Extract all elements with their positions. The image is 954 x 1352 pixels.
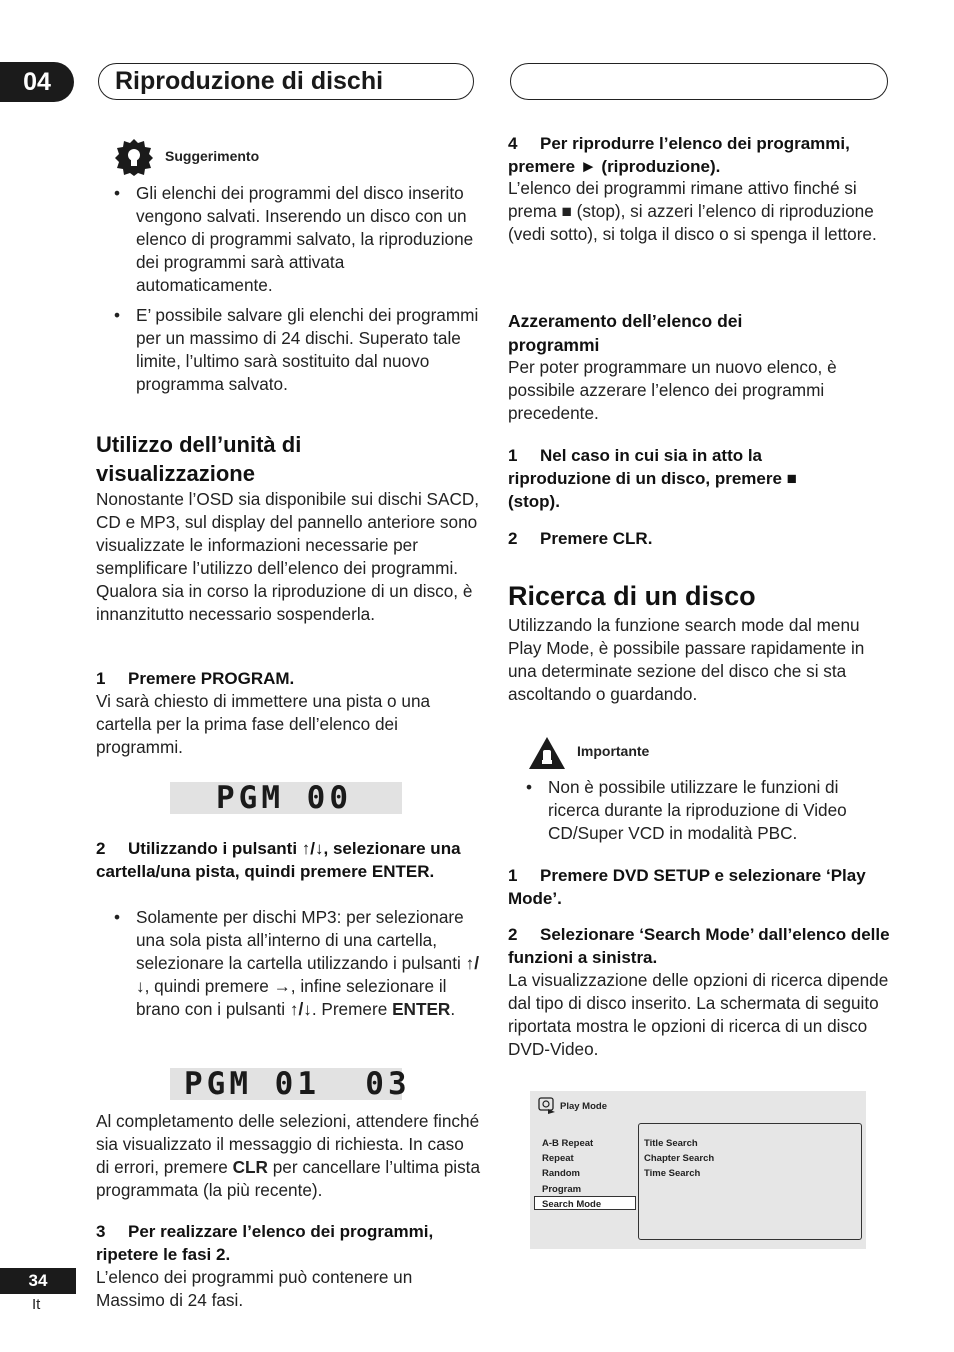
option-item[interactable]: Chapter Search: [644, 1153, 715, 1165]
after-display-text: Al completamento delle selezioni, attendere finché sia visualizzato il messaggio di richiesta. In caso di errori, premere CLR per cancellare l’ultima pista programmata (la più recente).: [96, 1111, 481, 1200]
tip-label: Suggerimento: [165, 148, 260, 164]
play-mode-title: Play Mode: [560, 1101, 607, 1112]
option-item[interactable]: Title Search: [644, 1138, 698, 1149]
step-3-title: 3 Per realizzare l’elenco dei programmi, ripetere le fasi 2.: [96, 1222, 434, 1264]
play-icon: ►: [579, 157, 597, 176]
stop-icon: ■: [561, 201, 572, 221]
display-pgm-01-03: PGM 01 03: [170, 1068, 402, 1100]
menu-item-selected[interactable]: Search Mode: [542, 1198, 602, 1210]
menu-item[interactable]: A-B Repeat: [542, 1138, 594, 1149]
search-step-2: 2 Selezionare ‘Search Mode’ dall’elenco delle funzioni a sinistra.: [508, 925, 890, 967]
warning-hand-icon: [528, 736, 566, 770]
reset-step-2: 2 Premere CLR.: [508, 529, 653, 548]
display-pgm-00: PGM 00: [170, 782, 402, 814]
step-4-title: 4 Per riprodurre l’elenco dei programmi, premere ► (riproduzione).: [508, 134, 850, 176]
search-step-1: 1 Premere DVD SETUP e selezionare ‘Play Mode’.: [508, 866, 866, 908]
list-item: • Gli elenchi dei programmi del disco inserito vengono salvati. Inserendo un disco con un elenco di programmi salvato, la riproduzione dei programmi sarà attivata automaticamente.: [114, 183, 474, 295]
search-step-2-body: La visualizzazione delle opzioni di ricerca dipende dal tipo di disco inserito. La schermata di seguito riportata mostra le opzioni di ricerca di un disco DVD-Video.: [508, 970, 889, 1059]
step-3-body: L’elenco dei programmi può contenere un Massimo di 24 fasi.: [96, 1267, 413, 1310]
up-down-arrows-icon: ↑/↓: [289, 999, 312, 1019]
list-item: • Solamente per dischi MP3: per selezionare una sola pista all’interno di una cartella, selezionare la cartella utilizzando i pulsanti ↑/↓, quindi premere →, infine selezionare il brano con i pulsanti ↑/↓. Premere ENTER.: [114, 907, 479, 1019]
list-item: • Non è possibile utilizzare le funzioni di ricerca durante la riproduzione di Video CD/Super VCD in modalità PBC.: [526, 777, 847, 843]
option-item[interactable]: Time Search: [644, 1168, 701, 1180]
reset-title: Azzeramento dell’elenco dei programmi: [508, 311, 743, 355]
section-intro: Nonostante l’OSD sia disponibile sui dischi SACD, CD e MP3, sul display del pannello anteriore sono visualizzate le informazioni necessarie per semplificare l’utilizzo dell’elenco dei programmi. Qualora sia in corso la riproduzione di un disco, è innanzitutto necessario sospenderla.: [96, 489, 480, 624]
play-mode-icon: [538, 1097, 556, 1115]
reset-step-1: 1 Nel caso in cui sia in atto la riproduzione di un disco, premere ■ (stop).: [508, 446, 797, 511]
menu-item[interactable]: Program: [542, 1183, 582, 1195]
tip-list: [96, 182, 481, 396]
reset-body: Per poter programmare un nuovo elenco, è possibile azzerare l’elenco dei programmi precedente.: [508, 357, 837, 423]
lightbulb-icon: [114, 138, 154, 176]
chapter-number-badge: 04: [0, 62, 74, 102]
up-down-arrows-icon: ↑/↓: [136, 953, 479, 996]
header-empty-pill: [510, 63, 888, 100]
up-down-arrows-icon: ↑/↓: [301, 839, 324, 858]
important-list: [508, 776, 893, 845]
chapter-title: Riproduzione di dischi: [98, 63, 474, 100]
step-2-title: 2 Utilizzando i pulsanti ↑/↓, selezionare una cartella/una pista, quindi premere ENTER.: [96, 839, 461, 881]
stop-icon: ■: [786, 469, 797, 488]
section-title-display: Utilizzo dell’unità di visualizzazione: [96, 432, 302, 486]
search-options-list: [644, 1136, 714, 1182]
page-number: 34: [0, 1268, 76, 1294]
step-4-body: L’elenco dei programmi rimane attivo finché si prema ■ (stop), si azzeri l’elenco di riproduzione (vedi sotto), si tolga il disco o si spenga il lettore.: [508, 178, 877, 244]
step-1-title: 1 Premere PROGRAM.: [96, 669, 295, 688]
language-code: It: [32, 1296, 41, 1313]
menu-item[interactable]: Random: [542, 1168, 580, 1180]
right-arrow-icon: →: [273, 976, 291, 996]
search-body: Utilizzando la funzione search mode dal menu Play Mode, è possibile passare rapidamente in una determinate sezione del disco che si sta ascoltando o guardando.: [508, 615, 865, 704]
list-item: • E’ possibile salvare gli elenchi dei programmi per un massimo di 24 dischi. Superato tale limite, l’ultimo sarà sostituito dal nuovo programma salvato.: [114, 305, 479, 394]
play-mode-menu: [542, 1136, 601, 1212]
menu-item[interactable]: Repeat: [542, 1153, 574, 1165]
important-label: Importante: [577, 743, 650, 759]
step-1-body: Vi sarà chiesto di immettere una pista o una cartella per la prima fase dell’elenco dei programmi.: [96, 691, 431, 757]
search-title: Ricerca di un disco: [508, 581, 756, 611]
step-2-bullet: [96, 906, 481, 1021]
